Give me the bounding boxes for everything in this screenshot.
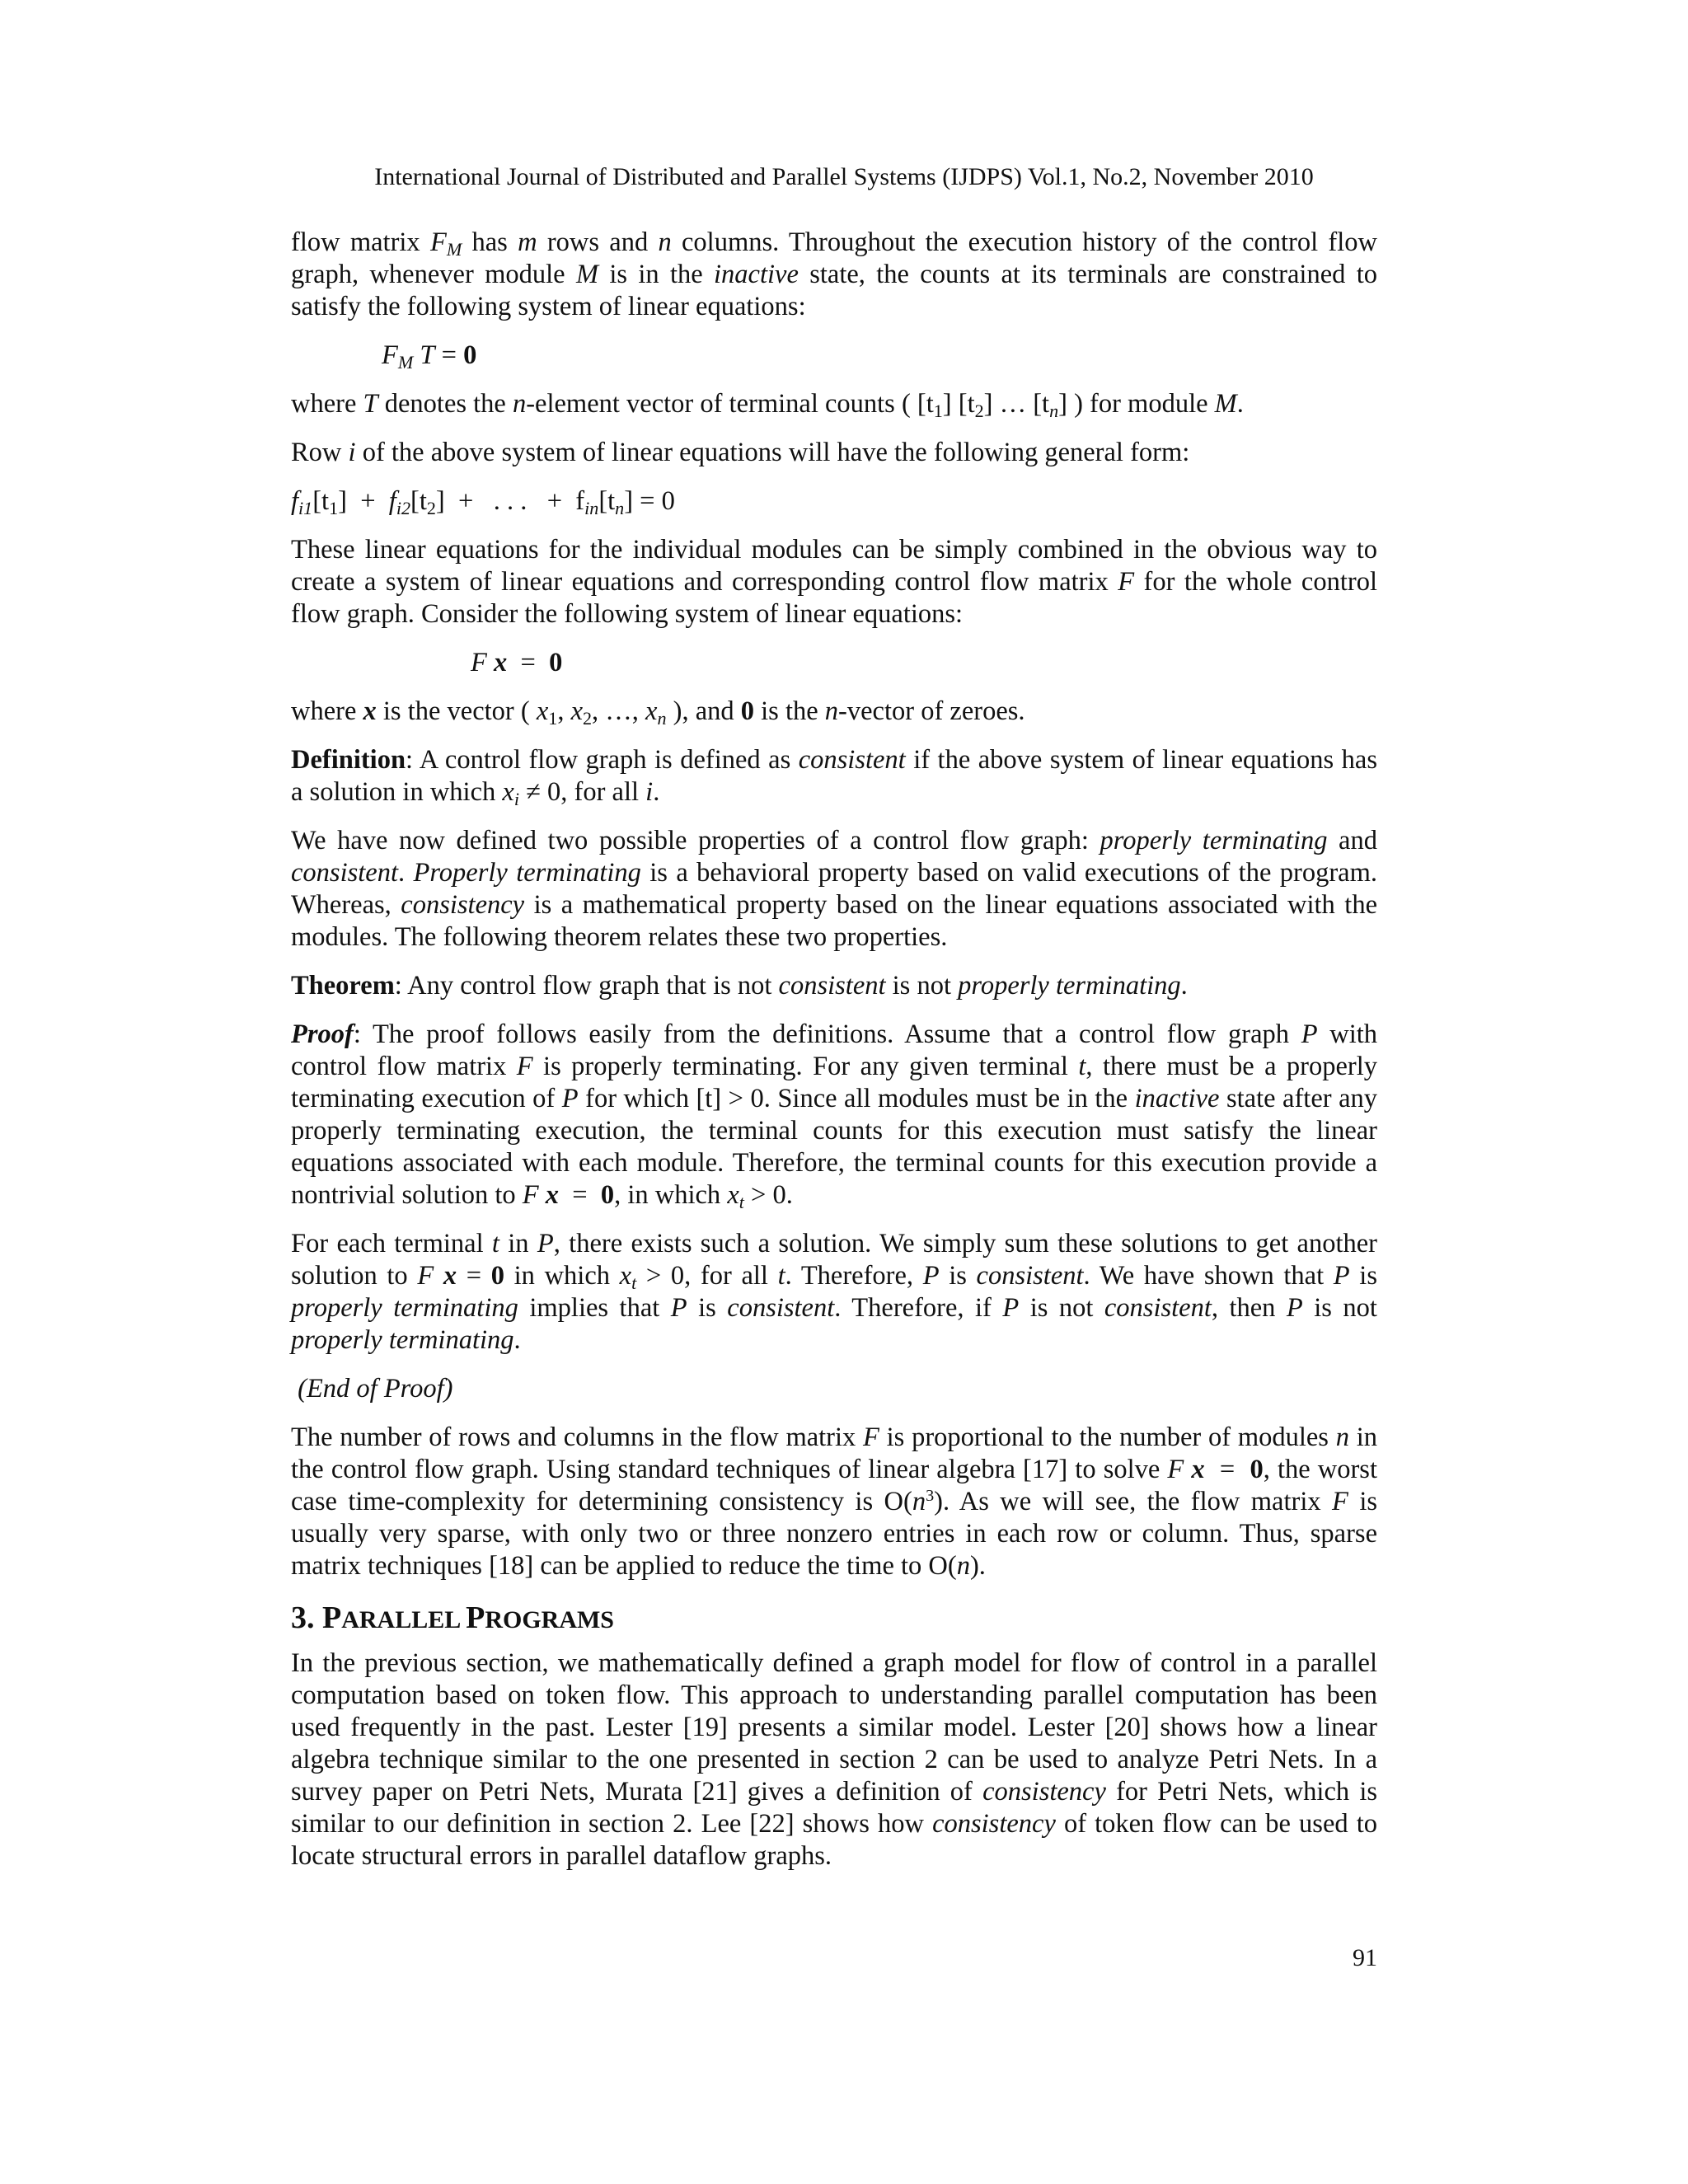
text: ] … [t xyxy=(983,389,1050,419)
text: is usually very sparse, with only two or three nonzero entries in each row or column. Thus, sparse matrix techniques [18] can be applied to reduce the time to O( xyxy=(291,1487,1377,1581)
text: where xyxy=(291,696,363,726)
page-body xyxy=(291,227,1377,1889)
text: of token flow can be used to locate structural errors in parallel dataflow graphs. xyxy=(291,1809,1378,1871)
text: . Therefore, xyxy=(785,1261,923,1291)
text: + xyxy=(346,486,389,516)
page-number: 91 xyxy=(1353,1944,1377,1971)
paragraph-combined-system xyxy=(291,534,1377,630)
math-sub: n xyxy=(1049,401,1059,422)
text: We have now defined two possible properties of a control flow graph: xyxy=(291,826,1100,855)
text: is xyxy=(939,1261,977,1291)
text: of the above system of linear equations will have the following general form: xyxy=(355,438,1190,467)
text: ] [t xyxy=(942,389,975,419)
math-var: n xyxy=(512,389,527,419)
text: is properly terminating. For any given terminal xyxy=(532,1052,1079,1081)
text: . We have shown that xyxy=(1083,1261,1334,1291)
emphasis: properly terminating xyxy=(291,1293,518,1323)
text: is the vector ( xyxy=(376,696,537,726)
end-of-proof xyxy=(291,1373,1377,1405)
math-sub: n xyxy=(615,498,625,519)
text: is a mathematical property based on the linear equations associated with the modules. The following theorem relates these two properties. xyxy=(291,890,1377,952)
theorem-label: Theorem xyxy=(291,971,395,1001)
text: f xyxy=(575,486,585,516)
text: > 0, for all xyxy=(636,1261,778,1291)
math-sup: 3 xyxy=(926,1486,935,1505)
text: is xyxy=(1349,1261,1377,1291)
math-var: n xyxy=(912,1487,926,1516)
math-var: t xyxy=(491,1229,499,1258)
math-var: t xyxy=(777,1261,785,1291)
math-var: P xyxy=(1301,1019,1318,1049)
text: , …, xyxy=(592,696,646,726)
math-sub: i2 xyxy=(396,498,411,519)
emphasis: (End of Proof) xyxy=(291,1374,453,1404)
text: with control flow matrix xyxy=(291,1019,1378,1081)
emphasis: consistency xyxy=(401,890,525,920)
text: is xyxy=(687,1293,728,1323)
text: is not xyxy=(1302,1293,1377,1323)
text: is not xyxy=(885,971,959,1001)
math-sub: n xyxy=(657,708,667,729)
math-var: x xyxy=(645,696,658,726)
text: + . . . + xyxy=(444,486,576,516)
emphasis: properly terminating xyxy=(958,971,1181,1001)
emphasis: consistency xyxy=(932,1809,1056,1839)
text: flow matrix xyxy=(291,227,430,257)
text: , xyxy=(557,696,571,726)
math-zero-vector: 0 xyxy=(1250,1455,1264,1484)
math-zero-vector: 0 xyxy=(463,340,477,370)
math-var: M xyxy=(1214,389,1237,419)
math-var: M xyxy=(575,260,599,289)
text: ARALLEL xyxy=(341,1606,467,1633)
text: for Petri Nets, which is similar to our definition in section 2. Lee [22] shows how xyxy=(291,1777,1377,1839)
text: P xyxy=(322,1601,342,1635)
text: . xyxy=(1180,971,1188,1001)
text: implies that xyxy=(518,1293,671,1323)
text: ] xyxy=(338,486,347,516)
text: , there must be a properly terminating execution of xyxy=(291,1052,1378,1113)
math-zero-vector: 0 xyxy=(490,1261,504,1291)
paragraph-definition xyxy=(291,744,1377,808)
text: is not xyxy=(1019,1293,1104,1323)
text: In the previous section, we mathematically defined a graph model for flow of control in a parallel computation based on token flow. This approach to understanding parallel computation has been used frequently in the past. Lester [19] presents a similar model. Lester [20] shows how a linear algebra technique similar to the one presented in section 2 can be used to analyze Petri Nets. In a survey paper on Petri Nets, Murata [21] gives a definition of xyxy=(291,1648,1377,1807)
emphasis: consistent xyxy=(778,971,886,1001)
emphasis: consistent xyxy=(1104,1293,1212,1323)
math-sub: t xyxy=(738,1192,744,1213)
math-var: P xyxy=(1333,1261,1350,1291)
math-sub: i xyxy=(513,789,519,810)
text: = xyxy=(559,1180,601,1210)
text: is proportional to the number of modules xyxy=(879,1422,1336,1452)
text: in xyxy=(499,1229,537,1258)
text: where xyxy=(291,389,363,419)
emphasis: consistent xyxy=(727,1293,835,1323)
paragraph-complexity xyxy=(291,1422,1377,1582)
math-var: x xyxy=(536,696,549,726)
text: in the control flow graph. Using standard techniques of linear algebra [17] to solve xyxy=(291,1422,1377,1484)
text: > 0. xyxy=(743,1180,793,1210)
math-var: P xyxy=(670,1293,687,1323)
math-var: i xyxy=(348,438,356,467)
math-var: F xyxy=(863,1422,879,1452)
text: ROGRAMS xyxy=(485,1606,614,1633)
math-var: x xyxy=(727,1180,739,1210)
text: . xyxy=(1236,389,1244,419)
text: -element vector of terminal counts ( [t xyxy=(526,389,934,419)
paragraph-vector-x xyxy=(291,696,1377,728)
paragraph-proof xyxy=(291,1019,1377,1212)
math-var: P xyxy=(561,1084,579,1113)
math-var: f xyxy=(291,486,299,516)
math-zero-vector: 0 xyxy=(600,1180,615,1210)
text: : A control flow graph is defined as xyxy=(406,745,799,775)
text: . xyxy=(513,1325,521,1355)
text: . xyxy=(653,777,660,807)
math-vector: x xyxy=(493,648,508,677)
math-var: n xyxy=(956,1551,970,1581)
math-sub: M xyxy=(446,239,462,260)
text: , in which xyxy=(614,1180,728,1210)
math-var: x xyxy=(619,1261,632,1291)
text: . Therefore, if xyxy=(834,1293,1003,1323)
emphasis: consistent xyxy=(798,745,906,775)
paragraph-two-properties xyxy=(291,825,1377,954)
paragraph-previous-section xyxy=(291,1647,1377,1872)
text: is in the xyxy=(598,260,715,289)
math-vector: x xyxy=(538,1180,559,1210)
equation-fm-t xyxy=(291,340,1377,372)
text: P xyxy=(466,1601,485,1635)
definition-label: Definition xyxy=(291,745,406,775)
math-sub: i1 xyxy=(298,498,313,519)
text: : The proof follows easily from the definitions. Assume that a control flow graph xyxy=(353,1019,1301,1049)
math-var: F xyxy=(1118,567,1135,597)
emphasis: inactive xyxy=(1134,1084,1220,1113)
emphasis: consistent xyxy=(976,1261,1084,1291)
text: = xyxy=(457,1261,491,1291)
text: denotes the xyxy=(377,389,513,419)
paragraph-terminal-counts xyxy=(291,388,1377,420)
text: [t xyxy=(598,486,616,516)
math-var: x xyxy=(502,777,514,807)
text: -vector of zeroes. xyxy=(838,696,1025,726)
equation-row-general xyxy=(291,485,1377,518)
text: is the xyxy=(754,696,825,726)
text: , then xyxy=(1211,1293,1287,1323)
math-sub: t xyxy=(631,1272,637,1294)
math-var: F xyxy=(417,1261,434,1291)
math-sub: 1 xyxy=(329,498,339,519)
math-sub: 2 xyxy=(426,498,436,519)
section-number: 3. xyxy=(291,1601,322,1635)
math-var: i xyxy=(645,777,654,807)
paragraph-flow-matrix xyxy=(291,227,1377,323)
text: ). xyxy=(969,1551,986,1581)
text: state, the counts at its terminals are constrained to satisfy the following system of linear equations: xyxy=(291,260,1377,321)
text: = xyxy=(1204,1455,1250,1484)
math-var: F xyxy=(1167,1455,1184,1484)
text: = xyxy=(434,340,464,370)
math-var: T xyxy=(420,340,435,370)
text: columns. Throughout the execution history of the control flow graph, whenever module xyxy=(291,227,1377,289)
text: rows and xyxy=(537,227,659,257)
math-vector: x xyxy=(1184,1455,1205,1484)
math-var: T xyxy=(363,389,378,419)
math-var: F xyxy=(516,1052,533,1081)
math-var: x xyxy=(570,696,583,726)
math-sub: in xyxy=(584,498,599,519)
math-var: F xyxy=(1332,1487,1348,1516)
math-var: n xyxy=(1335,1422,1349,1452)
text: ≠ 0, for all xyxy=(518,777,646,807)
text: if the above system of linear equations has a solution in which xyxy=(291,745,1378,807)
math-zero-vector: 0 xyxy=(740,696,755,726)
math-var: F xyxy=(522,1180,539,1210)
math-sub: 2 xyxy=(974,401,984,422)
section-heading-parallel-programs xyxy=(291,1599,1377,1639)
text: ). As we will see, the flow matrix xyxy=(934,1487,1333,1516)
math-sub: M xyxy=(397,352,414,373)
math-sub: 1 xyxy=(548,708,558,729)
paragraph-theorem xyxy=(291,970,1377,1002)
running-header: International Journal of Distributed and Parallel Systems (IJDPS) Vol.1, No.2, November 2010 xyxy=(374,163,1314,190)
text: . xyxy=(397,858,414,888)
text: , the worst case time-complexity for determining consistency is O( xyxy=(291,1455,1377,1516)
math-var: P xyxy=(1286,1293,1303,1323)
math-zero-vector: 0 xyxy=(549,648,563,677)
paragraph-sum-solutions xyxy=(291,1228,1377,1357)
text: [t xyxy=(312,486,330,516)
emphasis: properly terminating xyxy=(1100,826,1328,855)
text: [t xyxy=(410,486,427,516)
text: has xyxy=(462,227,518,257)
text: ] ) for module xyxy=(1058,389,1215,419)
math-var: F xyxy=(471,648,487,677)
emphasis: consistency xyxy=(982,1777,1106,1807)
math-var: n xyxy=(658,227,672,257)
math-var: n xyxy=(824,696,839,726)
text: , there exists such a solution. We simply sum these solutions to get another solution to xyxy=(291,1229,1378,1291)
math-var: f xyxy=(388,486,396,516)
proof-label: Proof xyxy=(291,1019,354,1049)
math-var: P xyxy=(1002,1293,1020,1323)
math-sub: 2 xyxy=(583,708,593,729)
text: ] = 0 xyxy=(624,486,675,516)
text: For each terminal xyxy=(291,1229,492,1258)
text: ), and xyxy=(666,696,741,726)
paragraph-row-form xyxy=(291,437,1377,469)
text: state after any properly terminating execution, the terminal counts for this execution must satisfy the linear equations associated with each module. Therefore, the terminal counts for this execution provide a nontrivial solution to xyxy=(291,1084,1377,1210)
math-var: F xyxy=(429,227,447,257)
text: = xyxy=(507,648,550,677)
math-var: m xyxy=(518,227,537,257)
text: and xyxy=(1327,826,1377,855)
text: : Any control flow graph that is not xyxy=(394,971,779,1001)
math-vector: x xyxy=(363,696,377,726)
text: Row xyxy=(291,438,349,467)
equation-fx-zero xyxy=(291,647,1377,679)
text: These linear equations for the individual modules can be simply combined in the obvious way to create a system of linear equations and corresponding control flow matrix xyxy=(291,535,1377,597)
text: in which xyxy=(504,1261,620,1291)
text: The number of rows and columns in the flow matrix xyxy=(291,1422,864,1452)
math-vector: x xyxy=(434,1261,457,1291)
emphasis: properly terminating xyxy=(291,1325,514,1355)
text: ] xyxy=(435,486,445,516)
math-var: P xyxy=(537,1229,554,1258)
math-sub: 1 xyxy=(933,401,943,422)
emphasis: inactive xyxy=(714,260,799,289)
text: for the whole control flow graph. Consider the following system of linear equations: xyxy=(291,567,1377,629)
text: is a behavioral property based on valid executions of the program. Whereas, xyxy=(291,858,1377,920)
math-var: F xyxy=(382,340,398,370)
math-var: t xyxy=(1078,1052,1086,1081)
emphasis: consistent xyxy=(291,858,398,888)
text: for which [t] > 0. Since all modules must be in the xyxy=(578,1084,1135,1113)
emphasis: Properly terminating xyxy=(413,858,641,888)
math-var: P xyxy=(922,1261,940,1291)
